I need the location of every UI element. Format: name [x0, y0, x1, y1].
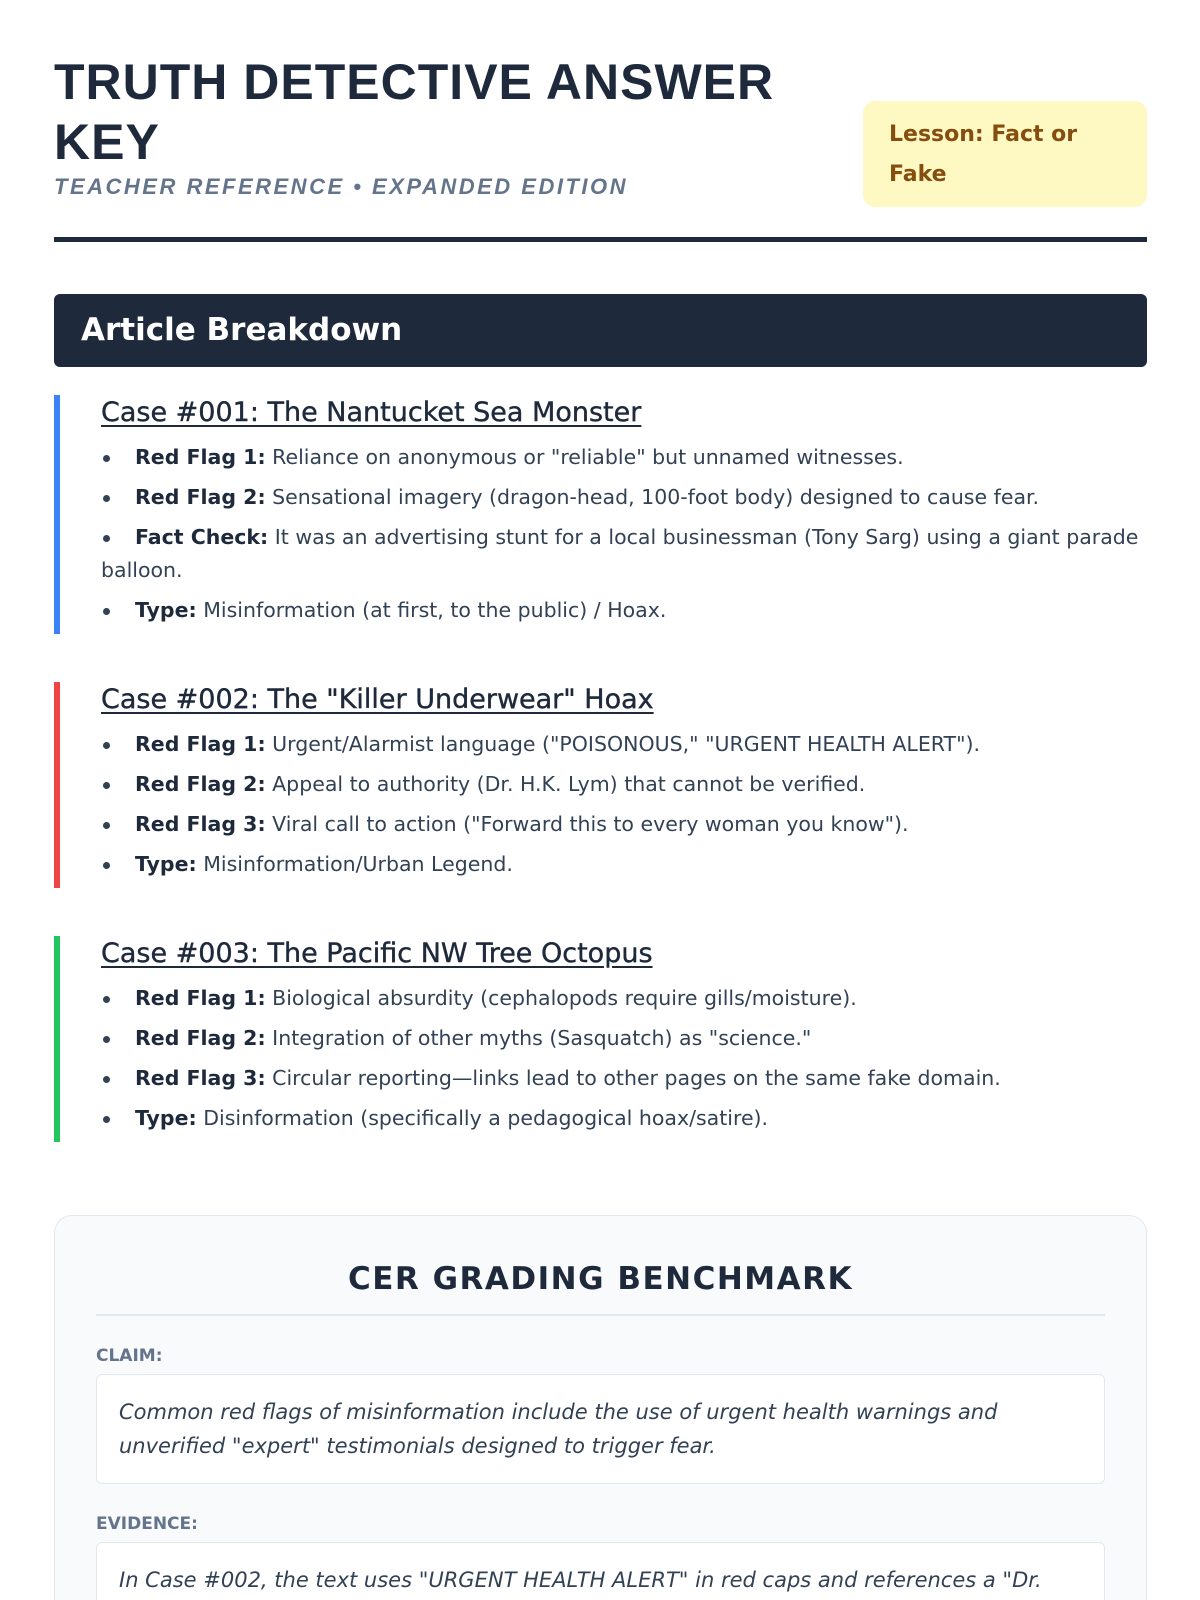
item-text: Reliance on anonymous or "reliable" but unnamed witnesses. — [265, 445, 904, 469]
item-text: Misinformation (at first, to the public) / Hoax. — [196, 598, 667, 622]
list-item — [101, 481, 1147, 514]
cer-title: CER GRADING BENCHMARK — [96, 1216, 1105, 1316]
case-2 — [54, 682, 1147, 888]
claim-label: CLAIM: — [96, 1346, 163, 1366]
list-item — [101, 848, 1147, 881]
case-title: Case #001: The Nantucket Sea Monster — [101, 397, 642, 428]
list-item — [101, 1102, 1147, 1135]
item-text: Biological absurdity (cephalopods require gills/moisture). — [265, 986, 857, 1010]
item-label: Red Flag 2: — [135, 772, 266, 796]
item-text: Appeal to authority (Dr. H.K. Lym) that cannot be verified. — [265, 772, 866, 796]
list-item — [101, 521, 1147, 587]
section-title-article-breakdown: Article Breakdown — [54, 294, 1147, 367]
case-title: Case #003: The Pacific NW Tree Octopus — [101, 938, 653, 969]
page-header — [54, 52, 1147, 242]
item-text: It was an advertising stunt for a local businessman (Tony Sarg) using a giant parade balloon. — [101, 525, 1139, 582]
list-item — [101, 1062, 1147, 1095]
item-label: Type: — [135, 598, 197, 622]
evidence-label: EVIDENCE: — [96, 1514, 198, 1534]
list-item — [101, 808, 1147, 841]
item-label: Red Flag 1: — [135, 986, 266, 1010]
item-label: Fact Check: — [135, 525, 269, 549]
page-title: TRUTH DETECTIVE ANSWER KEY — [54, 54, 775, 170]
list-item — [101, 728, 1147, 761]
item-text: Disinformation (specifically a pedagogical hoax/satire). — [196, 1106, 769, 1130]
item-label: Red Flag 2: — [135, 1026, 266, 1050]
item-text: Integration of other myths (Sasquatch) as "science." — [265, 1026, 812, 1050]
case-1 — [54, 395, 1147, 634]
case-list — [101, 982, 1147, 1135]
list-item — [101, 982, 1147, 1015]
list-item — [101, 1022, 1147, 1055]
evidence-text: In Case #002, the text uses "URGENT HEALTH ALERT" in red caps and references a "Dr. — [96, 1542, 1105, 1600]
case-list — [101, 441, 1147, 627]
list-item — [101, 768, 1147, 801]
case-3 — [54, 936, 1147, 1142]
case-title: Case #002: The "Killer Underwear" Hoax — [101, 684, 654, 715]
item-label: Red Flag 3: — [135, 812, 266, 836]
cer-grading-benchmark — [54, 1215, 1147, 1600]
item-text: Sensational imagery (dragon-head, 100-foot body) designed to cause fear. — [265, 485, 1040, 509]
item-text: Misinformation/Urban Legend. — [196, 852, 513, 876]
item-label: Red Flag 2: — [135, 485, 266, 509]
claim-text: Common red flags of misinformation include the use of urgent health warnings and unverified "expert" testimonials designed to trigger fear. — [96, 1374, 1105, 1484]
item-text: Urgent/Alarmist language ("POISONOUS," "URGENT HEALTH ALERT"). — [265, 732, 981, 756]
case-list — [101, 728, 1147, 881]
item-text: Viral call to action ("Forward this to every woman you know"). — [265, 812, 909, 836]
item-label: Red Flag 1: — [135, 732, 266, 756]
page-subtitle: TEACHER REFERENCE • EXPANDED EDITION — [54, 174, 629, 199]
item-label: Type: — [135, 852, 197, 876]
item-label: Red Flag 1: — [135, 445, 266, 469]
item-label: Type: — [135, 1106, 197, 1130]
list-item — [101, 441, 1147, 474]
list-item — [101, 594, 1147, 627]
item-label: Red Flag 3: — [135, 1066, 266, 1090]
item-text: Circular reporting—links lead to other pages on the same fake domain. — [265, 1066, 1001, 1090]
lesson-badge: Lesson: Fact or Fake — [863, 101, 1147, 207]
